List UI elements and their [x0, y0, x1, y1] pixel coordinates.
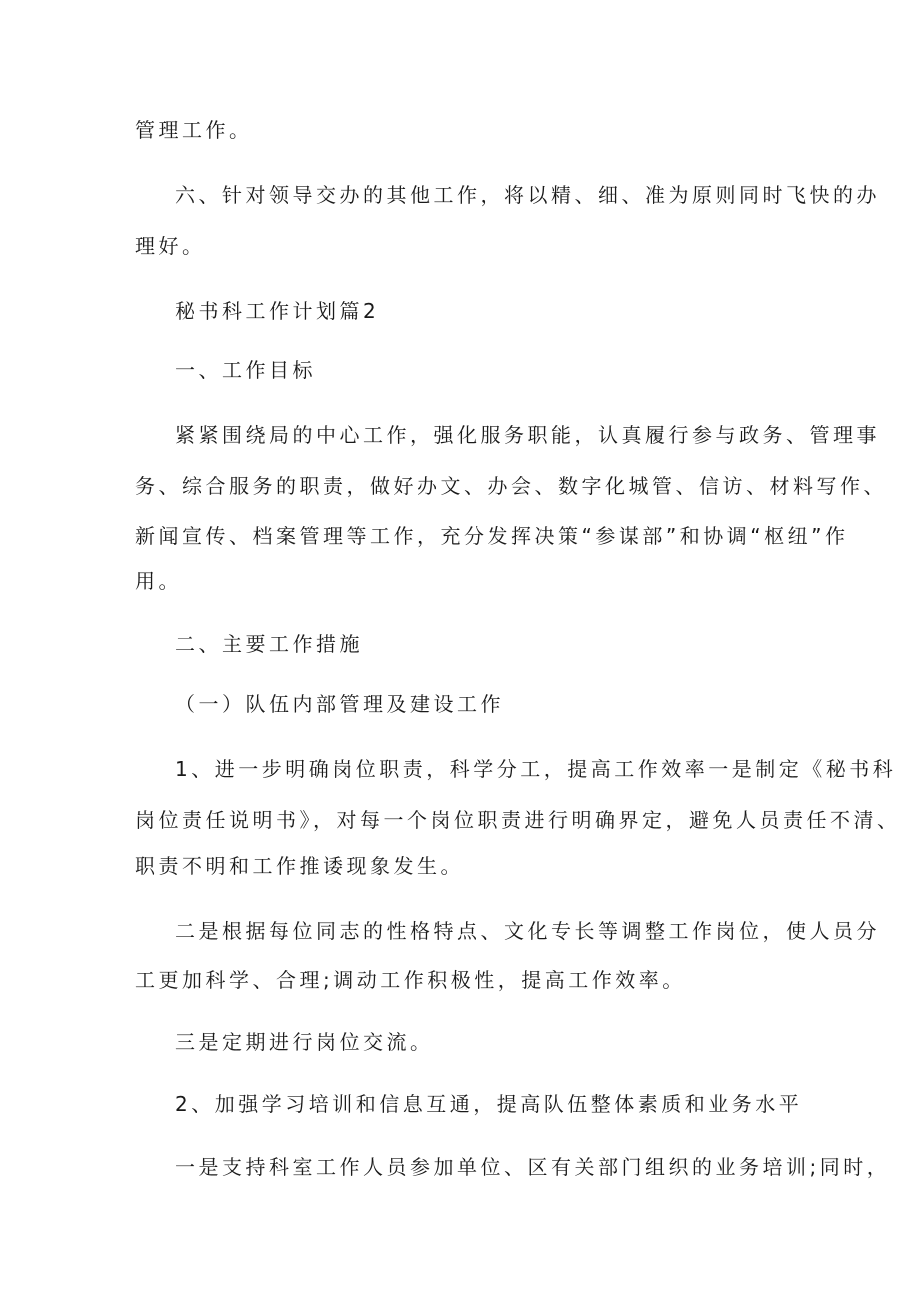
text-line: 工更加科学、合理;调动工作积极性，提高工作效率。	[135, 968, 686, 992]
text-line: 1、进一步明确岗位职责，科学分工，提高工作效率一是制定《秘书科	[175, 757, 897, 781]
section-heading: 秘书科工作计划篇2	[175, 299, 380, 323]
subsection-heading: 一、工作目标	[175, 358, 316, 382]
text-line: 岗位责任说明书》，对每一个岗位职责进行明确界定，避免人员责任不清、	[135, 808, 901, 832]
text-line: 2、加强学习培训和信息互通，提高队伍整体素质和业务水平	[175, 1092, 803, 1116]
subsection-heading: 二、主要工作措施	[175, 632, 363, 656]
text-line: 用。	[135, 569, 182, 593]
text-line: 二是根据每位同志的性格特点、文化专长等调整工作岗位，使人员分	[175, 919, 880, 943]
text-line: 管理工作。	[135, 118, 253, 142]
subsection-heading: （一）队伍内部管理及建设工作	[175, 692, 504, 716]
text-line: 一是支持科室工作人员参加单位、区有关部门组织的业务培训;同时，	[175, 1155, 891, 1179]
text-line: 紧紧围绕局的中心工作，强化服务职能，认真履行参与政务、管理事	[175, 423, 880, 447]
text-line: 理好。	[135, 234, 206, 258]
text-line: 六、针对领导交办的其他工作，将以精、细、准为原则同时飞快的办	[175, 183, 880, 207]
text-line: 职责不明和工作推诿现象发生。	[135, 854, 464, 878]
text-line: 三是定期进行岗位交流。	[175, 1030, 434, 1054]
text-line: 务、综合服务的职责，做好办文、办会、数字化城管、信访、材料写作、	[135, 474, 887, 498]
text-line: 新闻宣传、档案管理等工作，充分发挥决策“参谋部”和协调“枢纽”作	[135, 524, 849, 548]
